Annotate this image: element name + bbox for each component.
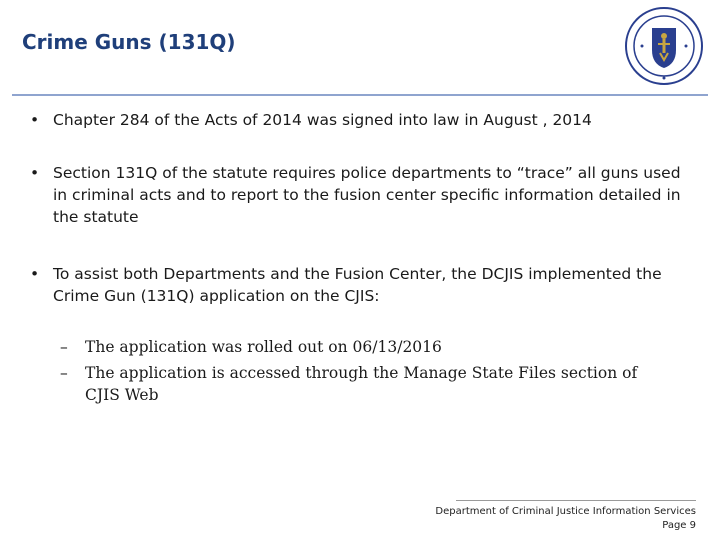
bullet-text: Section 131Q of the statute requires police departments to “trace” all guns used in criminal acts and to report to the fusion center specific information detailed in the statute: [53, 164, 681, 226]
sub-bullet-text: The application was rolled out on 06/13/2016: [85, 338, 442, 356]
bullet-text: To assist both Departments and the Fusion Center, the DCJIS implemented the Crime Gun (131Q) application on the CJIS:: [53, 265, 662, 305]
bullet-dot: •: [30, 164, 40, 182]
massachusetts-seal-icon: [624, 6, 704, 86]
sub-bullet-dash: –: [60, 338, 68, 356]
footer-department: Department of Criminal Justice Information Services: [435, 506, 696, 517]
bullet-dot: •: [30, 111, 40, 129]
title-divider: [12, 94, 708, 96]
sub-bullet-dash: –: [60, 364, 68, 382]
footer: [435, 505, 696, 533]
slide-title: Crime Guns (131Q): [22, 30, 236, 54]
bullet-text: Chapter 284 of the Acts of 2014 was signed into law in August , 2014: [53, 111, 592, 129]
bullet-dot: •: [30, 265, 40, 283]
footer-page-number: Page 9: [662, 520, 696, 531]
footer-divider: [456, 500, 696, 501]
sub-bullet-text: The application is accessed through the Manage State Files section of CJIS Web: [85, 364, 638, 404]
